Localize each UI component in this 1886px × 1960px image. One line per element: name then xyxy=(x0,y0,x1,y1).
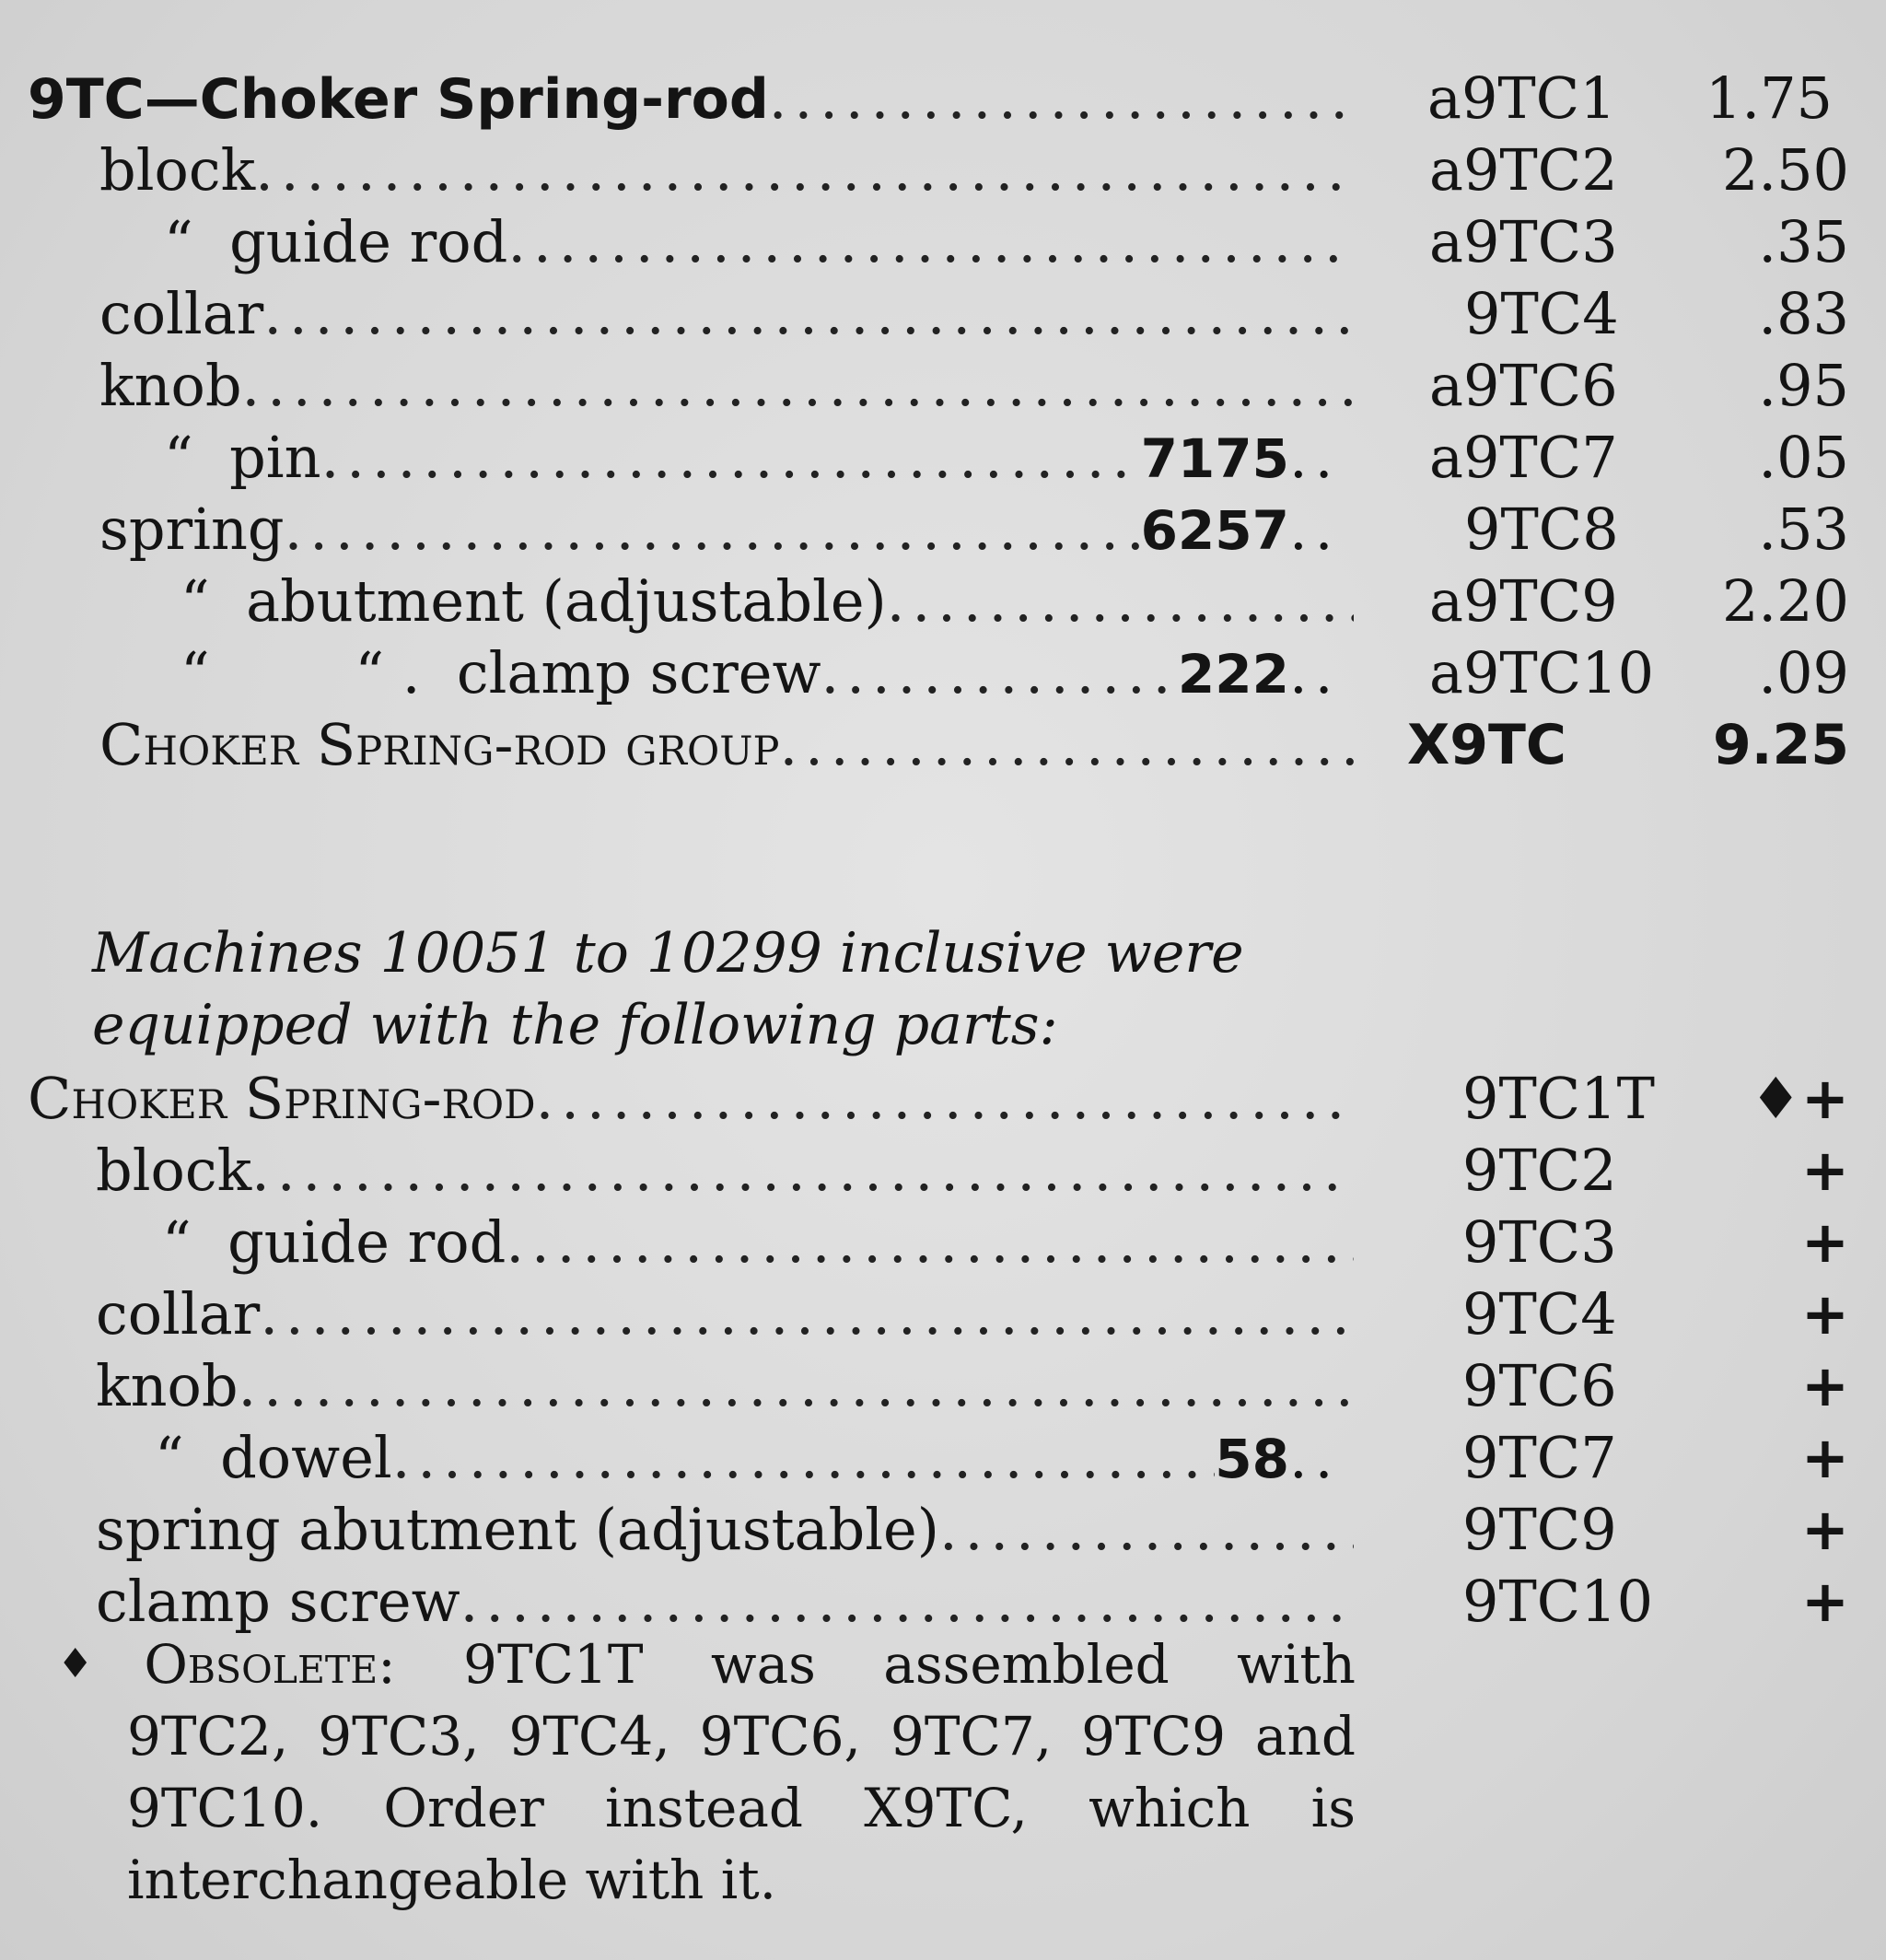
part-price: 2.50 xyxy=(1721,136,1849,204)
parts-row xyxy=(0,422,1886,494)
row-description xyxy=(96,1135,1354,1207)
parts-row xyxy=(0,1422,1886,1494)
reference-number: 6257 xyxy=(1140,499,1289,562)
row-description xyxy=(96,1278,1354,1350)
part-price: .95 xyxy=(1758,352,1849,419)
parts-row xyxy=(0,1135,1886,1207)
parts-row xyxy=(0,494,1886,566)
row-description xyxy=(99,350,1354,422)
row-description xyxy=(99,134,1354,206)
leader-dots xyxy=(251,1135,1354,1207)
row-description xyxy=(99,494,1354,566)
part-name: clamp screw xyxy=(96,1568,460,1635)
row-description xyxy=(28,63,1354,135)
leader-dots xyxy=(242,350,1354,422)
leader-dots xyxy=(321,422,1141,494)
parts-row xyxy=(0,637,1886,709)
leader-dots xyxy=(239,1350,1354,1422)
plus-mark: + xyxy=(1801,1568,1849,1635)
part-name: block xyxy=(96,1137,252,1204)
leader-dots xyxy=(460,1566,1354,1638)
plus-mark: + xyxy=(1801,1208,1849,1276)
leader-dots xyxy=(255,134,1354,206)
part-name: “ abutment (adjustable) xyxy=(180,567,887,635)
diamond-icon: ♦ xyxy=(57,1640,145,1687)
part-symbol: a9TC10 xyxy=(1429,639,1655,706)
part-price: 1.75 xyxy=(1705,64,1833,132)
part-symbol: 9TC4 xyxy=(1464,280,1619,347)
part-price: .09 xyxy=(1758,639,1849,706)
leader-dots xyxy=(507,206,1354,278)
part-name: “ guide rod xyxy=(162,1208,506,1276)
reference-number: 58 xyxy=(1215,1428,1289,1490)
leader-dots xyxy=(263,278,1354,350)
obsolete-first-line xyxy=(57,1628,1356,1700)
reference-number: 7175 xyxy=(1140,427,1289,490)
part-symbol: 9TC6 xyxy=(1462,1352,1617,1419)
row-description xyxy=(99,278,1354,350)
part-name: “ guide rod xyxy=(164,208,508,275)
leader-dots xyxy=(285,494,1141,566)
row-description xyxy=(155,1422,1354,1495)
group-symbol: X9TC xyxy=(1407,713,1566,777)
part-price: .35 xyxy=(1758,208,1849,275)
leader-dots xyxy=(821,637,1178,709)
leader-dots xyxy=(392,1422,1216,1494)
leader-dots xyxy=(260,1278,1354,1350)
obsolete-first-text: 9TC1T was assembled with xyxy=(463,1633,1356,1696)
row-description xyxy=(96,1494,1354,1566)
leader-dots xyxy=(769,63,1354,134)
obsolete-keyword: Obsolete: xyxy=(144,1633,396,1696)
obsolete-note xyxy=(57,1628,1356,1916)
part-symbol: a9TC1 xyxy=(1427,64,1616,132)
section-heading: 9TC—Choker Spring-rod xyxy=(28,67,769,132)
plus-mark: + xyxy=(1801,1137,1849,1204)
part-name: collar xyxy=(96,1280,261,1348)
part-name: collar xyxy=(99,280,264,347)
leader-dots xyxy=(506,1207,1354,1278)
parts-row xyxy=(28,63,1860,134)
leader-dots xyxy=(887,566,1354,637)
parts-row xyxy=(0,1494,1886,1566)
part-symbol: 9TC8 xyxy=(1464,496,1619,563)
group-price: 9.25 xyxy=(1712,713,1849,777)
leader-dots xyxy=(1289,637,1354,709)
row-description xyxy=(164,422,1354,495)
part-name: knob xyxy=(99,352,242,419)
group-name: Choker Spring-rod group xyxy=(99,711,780,778)
part-price: 2.20 xyxy=(1721,567,1849,635)
parts-row xyxy=(0,709,1886,781)
parts-row xyxy=(0,1566,1886,1638)
obsolete-body: 9TC2, 9TC3, 9TC4, 9TC6, 9TC7, 9TC9 and 9TC10. Order instead X9TC, which is interchangeable with it. xyxy=(127,1705,1356,1911)
plus-mark: + xyxy=(1801,1496,1849,1563)
part-name: Choker Spring-rod xyxy=(28,1065,536,1132)
parts-row xyxy=(0,1063,1886,1135)
part-symbol: a9TC6 xyxy=(1429,352,1618,419)
parts-row xyxy=(0,1207,1886,1278)
leader-dots xyxy=(1289,494,1354,566)
leader-dots xyxy=(536,1063,1354,1135)
part-symbol: a9TC3 xyxy=(1429,208,1618,275)
part-price: .05 xyxy=(1758,424,1849,491)
reference-number: 222 xyxy=(1177,643,1289,706)
row-description xyxy=(99,709,1354,781)
part-name: block xyxy=(99,136,256,204)
plus-mark: + xyxy=(1801,1424,1849,1491)
leader-dots xyxy=(1289,422,1354,494)
part-name: knob xyxy=(96,1352,239,1419)
row-description xyxy=(180,637,1354,710)
part-symbol: a9TC2 xyxy=(1429,136,1618,204)
part-symbol: 9TC7 xyxy=(1462,1424,1617,1491)
part-symbol: a9TC9 xyxy=(1429,567,1618,635)
parts-row xyxy=(0,134,1886,206)
plus-mark: + xyxy=(1801,1280,1849,1348)
part-symbol: 9TC10 xyxy=(1462,1568,1654,1635)
part-price: .83 xyxy=(1758,280,1849,347)
parts-row xyxy=(0,206,1886,278)
part-name: “ “ . clamp screw xyxy=(180,639,821,706)
parts-row xyxy=(0,566,1886,637)
part-symbol: 9TC9 xyxy=(1462,1496,1617,1563)
part-symbol: 9TC4 xyxy=(1462,1280,1617,1348)
plus-mark: + xyxy=(1801,1352,1849,1419)
parts-row xyxy=(0,278,1886,350)
part-symbol: a9TC7 xyxy=(1429,424,1618,491)
part-name: “ dowel xyxy=(155,1424,392,1491)
row-description xyxy=(164,206,1354,278)
row-description xyxy=(96,1566,1354,1638)
part-name: spring abutment (adjustable) xyxy=(96,1496,939,1563)
part-name: spring xyxy=(99,496,285,563)
row-description xyxy=(28,1063,1354,1135)
part-symbol: 9TC2 xyxy=(1462,1137,1617,1204)
parts-row xyxy=(0,1278,1886,1350)
leader-dots xyxy=(939,1494,1354,1566)
parts-row xyxy=(0,350,1886,422)
row-description xyxy=(162,1207,1354,1278)
part-symbol: 9TC3 xyxy=(1462,1208,1617,1276)
obsolete-plus-mark: ♦+ xyxy=(1750,1065,1849,1132)
parts-row xyxy=(0,1350,1886,1422)
part-symbol: 9TC1T xyxy=(1462,1065,1656,1132)
machines-note: Machines 10051 to 10299 inclusive were equipped with the following parts: xyxy=(92,921,1244,1057)
leader-dots xyxy=(1289,1422,1354,1494)
part-price: .53 xyxy=(1758,496,1849,563)
part-name: “ pin xyxy=(164,424,321,491)
leader-dots xyxy=(779,709,1354,781)
row-description xyxy=(96,1350,1354,1422)
row-description xyxy=(180,566,1354,637)
